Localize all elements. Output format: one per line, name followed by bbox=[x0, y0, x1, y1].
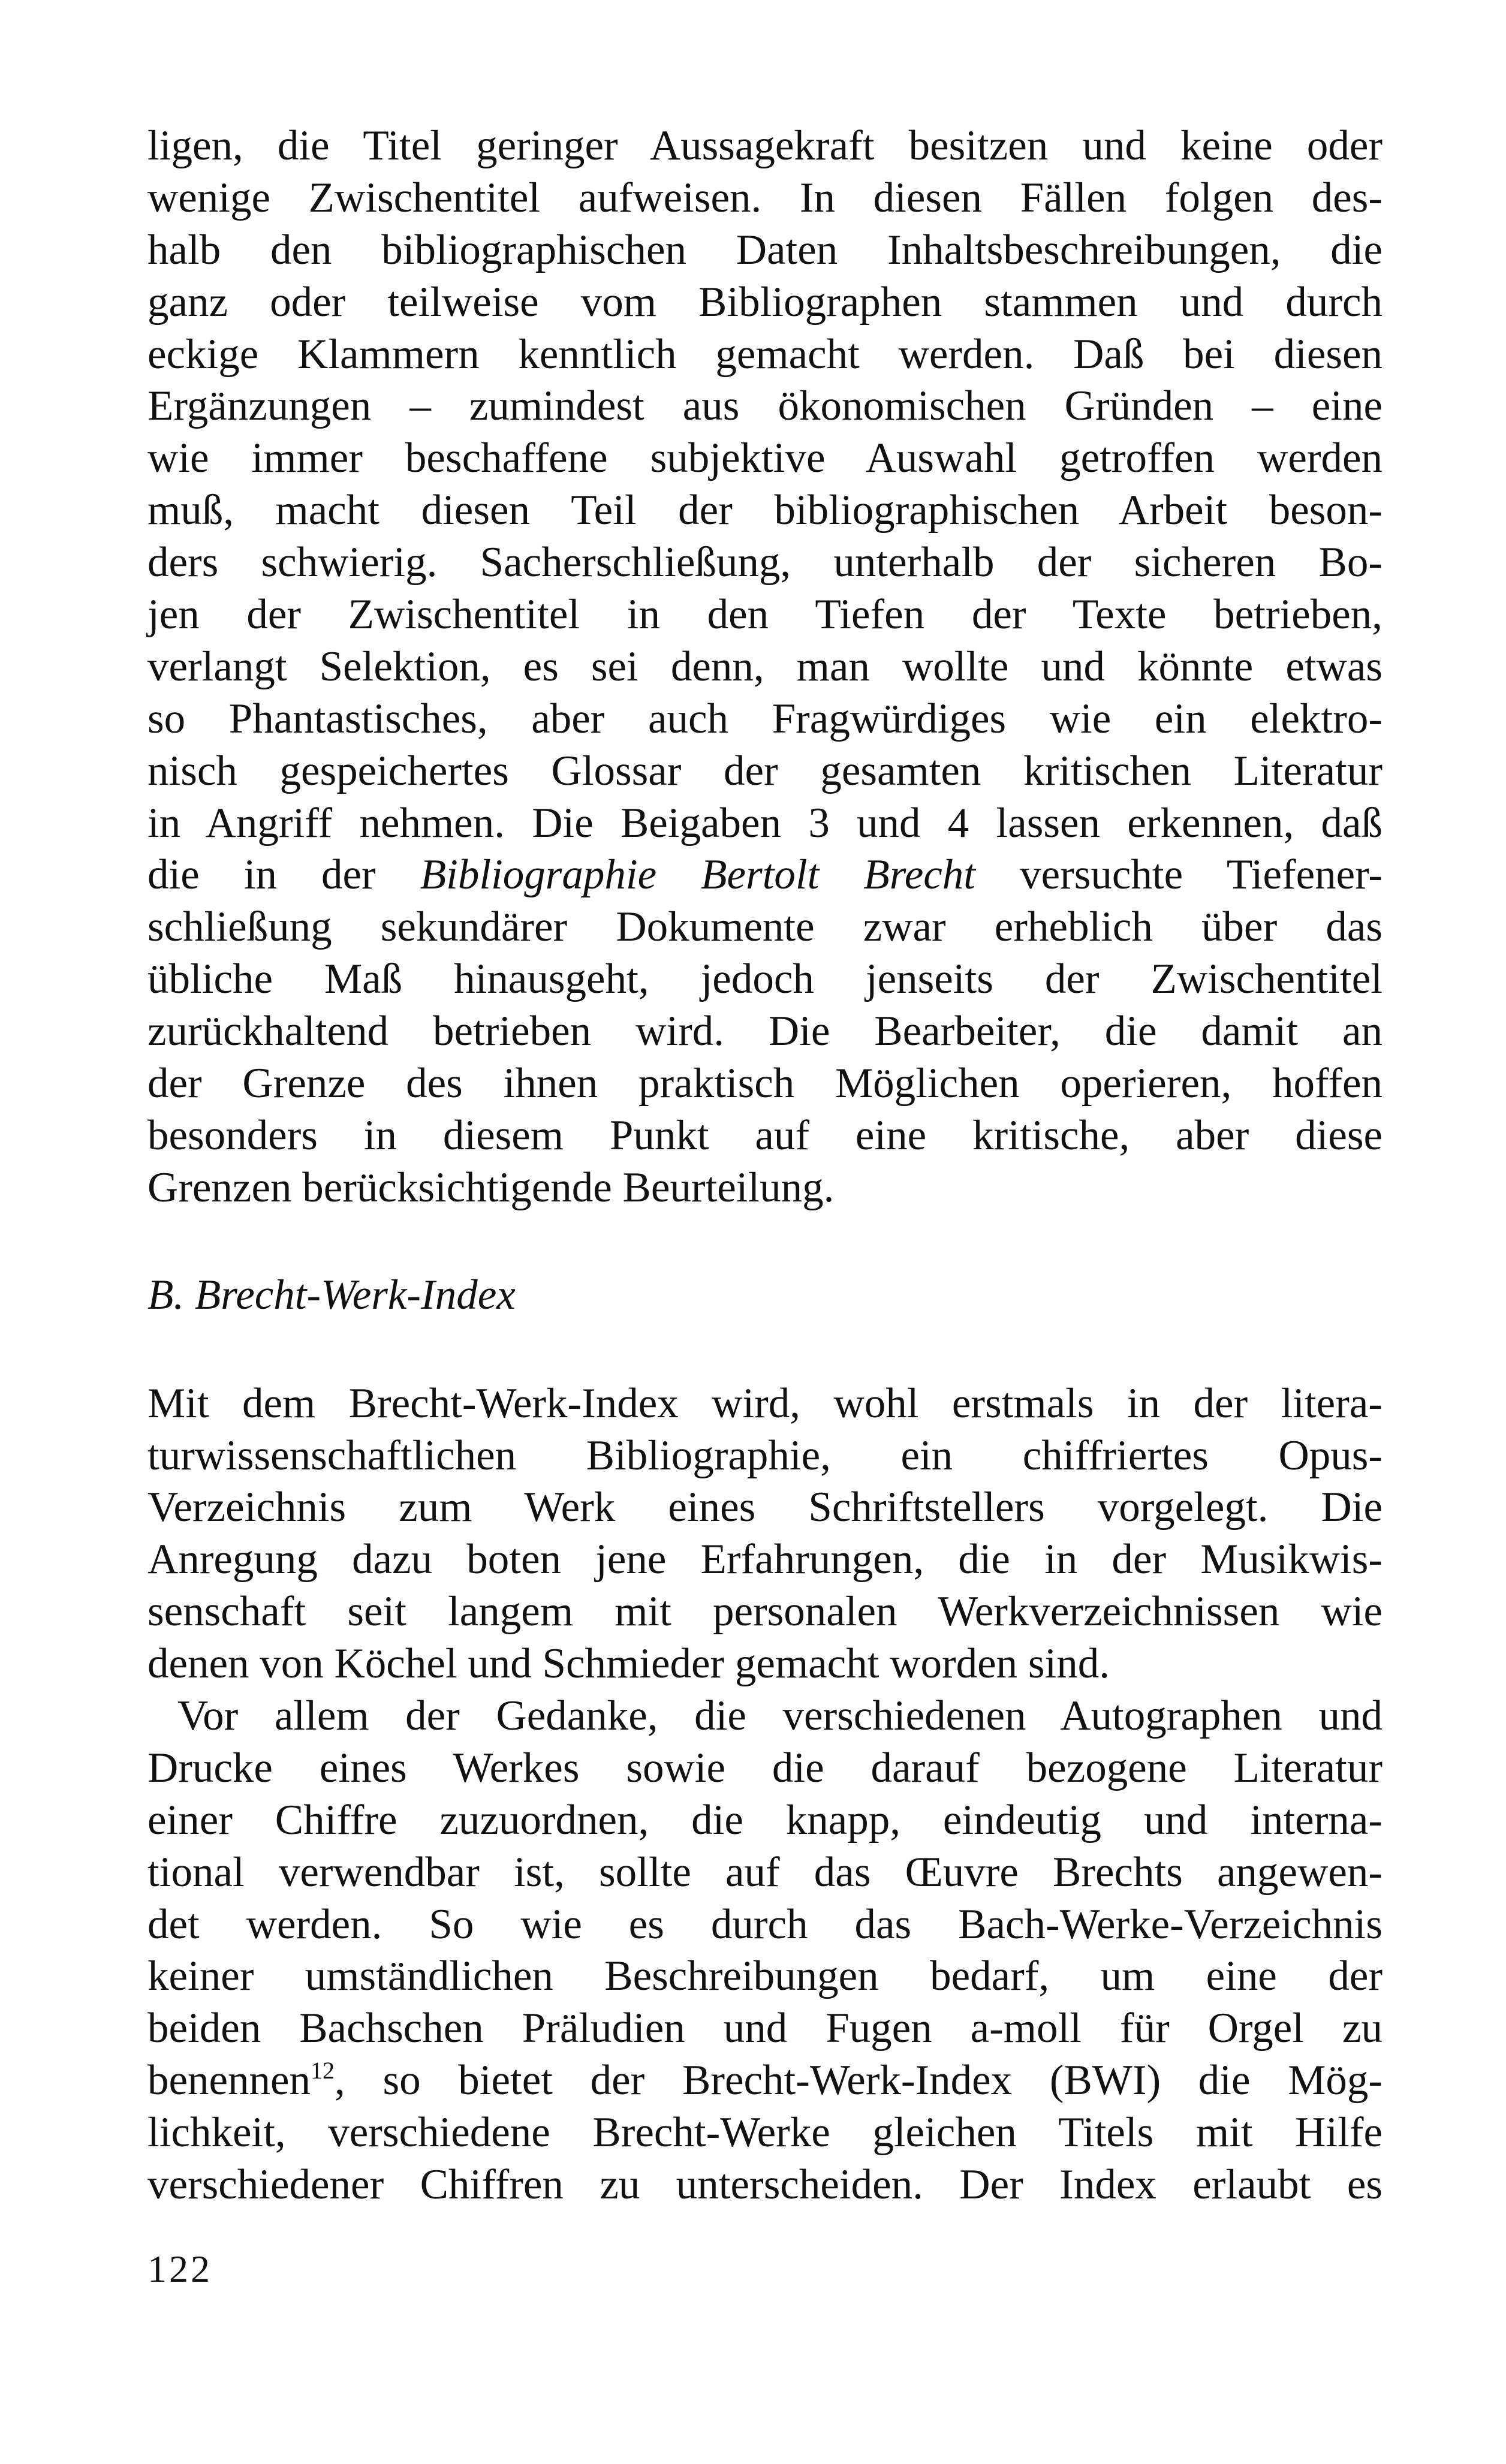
paragraph-intro bbox=[147, 1378, 1382, 1690]
text-line: turwissenschaftlichen Bibliographie, ein chiffriertes Opus- bbox=[147, 1432, 1382, 1479]
text-line: einer Chiffre zuzuordnen, die knapp, eindeutig und interna- bbox=[147, 1796, 1382, 1844]
text-line: besonders in diesem Punkt auf eine kritische, aber diese bbox=[147, 1111, 1382, 1159]
text-line: wie immer beschaffene subjektive Auswahl getroffen werden bbox=[147, 435, 1382, 482]
text-line: ganz oder teilweise vom Bibliographen stammen und durch bbox=[147, 278, 1382, 326]
text-line: in Angriff nehmen. Die Beigaben 3 und 4 lassen erkennen, daß bbox=[147, 799, 1382, 847]
text-line: lichkeit, verschiedene Brecht-Werke gleichen Titels mit Hilfe bbox=[147, 2109, 1382, 2156]
book-title: Bibliographie Bertolt Brecht bbox=[420, 851, 976, 899]
text-line: tional verwendbar ist, sollte auf das Œuvre Brechts angewen- bbox=[147, 1848, 1382, 1896]
text-line: nisch gespeichertes Glossar der gesamten kritischen Literatur bbox=[147, 747, 1382, 794]
section-heading: B. Brecht-Werk-Index bbox=[147, 1271, 516, 1318]
text-line: Anregung dazu boten jene Erfahrungen, die in der Musikwis- bbox=[147, 1536, 1382, 1583]
text-line: beiden Bachschen Präludien und Fugen a-moll für Orgel zu bbox=[147, 2005, 1382, 2052]
text-line: verlangt Selektion, es sei denn, man wollte und könnte etwas bbox=[147, 643, 1382, 690]
footnote-reference: 12 bbox=[311, 2057, 335, 2085]
paragraph-continuation bbox=[147, 120, 1382, 1214]
text-line: Mit dem Brecht-Werk-Index wird, wohl erstmals in der litera- bbox=[147, 1379, 1382, 1427]
text-line: eckige Klammern kenntlich gemacht werden. Daß bei diesen bbox=[147, 330, 1382, 378]
page-body bbox=[147, 120, 1382, 2211]
text-line: keiner umständlichen Beschreibungen bedarf, um eine der bbox=[147, 1953, 1382, 2000]
text-line: Verzeichnis zum Werk eines Schriftstellers vorgelegt. Die bbox=[147, 1484, 1382, 1531]
text-line: det werden. So wie es durch das Bach-Werke-Verzeichnis bbox=[147, 1900, 1382, 1948]
text-line: senschaft seit langem mit personalen Werkverzeichnissen wie bbox=[147, 1588, 1382, 1635]
paragraph-main bbox=[147, 1690, 1382, 2211]
text-line: Drucke eines Werkes sowie die darauf bezogene Literatur bbox=[147, 1744, 1382, 1791]
text-line: Grenzen berücksichtigende Beurteilung. bbox=[147, 1164, 835, 1211]
text-line: Vor allem der Gedanke, die verschiedenen Autographen und bbox=[177, 1692, 1382, 1739]
text-line: halb den bibliographischen Daten Inhaltsbeschreibungen, die bbox=[147, 226, 1382, 273]
text-line: wenige Zwischentitel aufweisen. In diesen Fällen folgen des- bbox=[147, 174, 1382, 221]
text-line: Ergänzungen – zumindest aus ökonomischen Gründen – eine bbox=[147, 382, 1382, 430]
text-line: ders schwierig. Sacherschließung, unterhalb der sicheren Bo- bbox=[147, 539, 1382, 586]
text-line-with-footnote bbox=[147, 2055, 1382, 2107]
text-line: übliche Maß hinausgeht, jedoch jenseits der Zwischentitel bbox=[147, 956, 1382, 1003]
text-line: muß, macht diesen Teil der bibliographischen Arbeit beson- bbox=[147, 487, 1382, 534]
page-number: 122 bbox=[147, 2248, 212, 2290]
text-segment: die in der bbox=[147, 851, 420, 899]
text-segment: , so bietet der Brecht-Werk-Index (BWI) die Mög- bbox=[335, 2057, 1382, 2104]
text-line: der Grenze des ihnen praktisch Möglichen operieren, hoffen bbox=[147, 1060, 1382, 1107]
text-line: verschiedener Chiffren zu unterscheiden. Der Index erlaubt es bbox=[147, 2161, 1382, 2208]
text-line: schließung sekundärer Dokumente zwar erheblich über das bbox=[147, 903, 1382, 951]
text-line: zurückhaltend betrieben wird. Die Bearbeiter, die damit an bbox=[147, 1008, 1382, 1055]
text-line: denen von Köchel und Schmieder gemacht worden sind. bbox=[147, 1640, 1110, 1688]
text-segment: benennen bbox=[147, 2057, 311, 2104]
text-line-with-title bbox=[147, 849, 1382, 901]
text-line: so Phantastisches, aber auch Fragwürdiges wie ein elektro- bbox=[147, 695, 1382, 742]
text-line: ligen, die Titel geringer Aussagekraft besitzen und keine oder bbox=[147, 122, 1382, 169]
text-line: jen der Zwischentitel in den Tiefen der Texte betrieben, bbox=[147, 591, 1382, 638]
text-segment: versuchte Tiefener- bbox=[975, 851, 1383, 899]
